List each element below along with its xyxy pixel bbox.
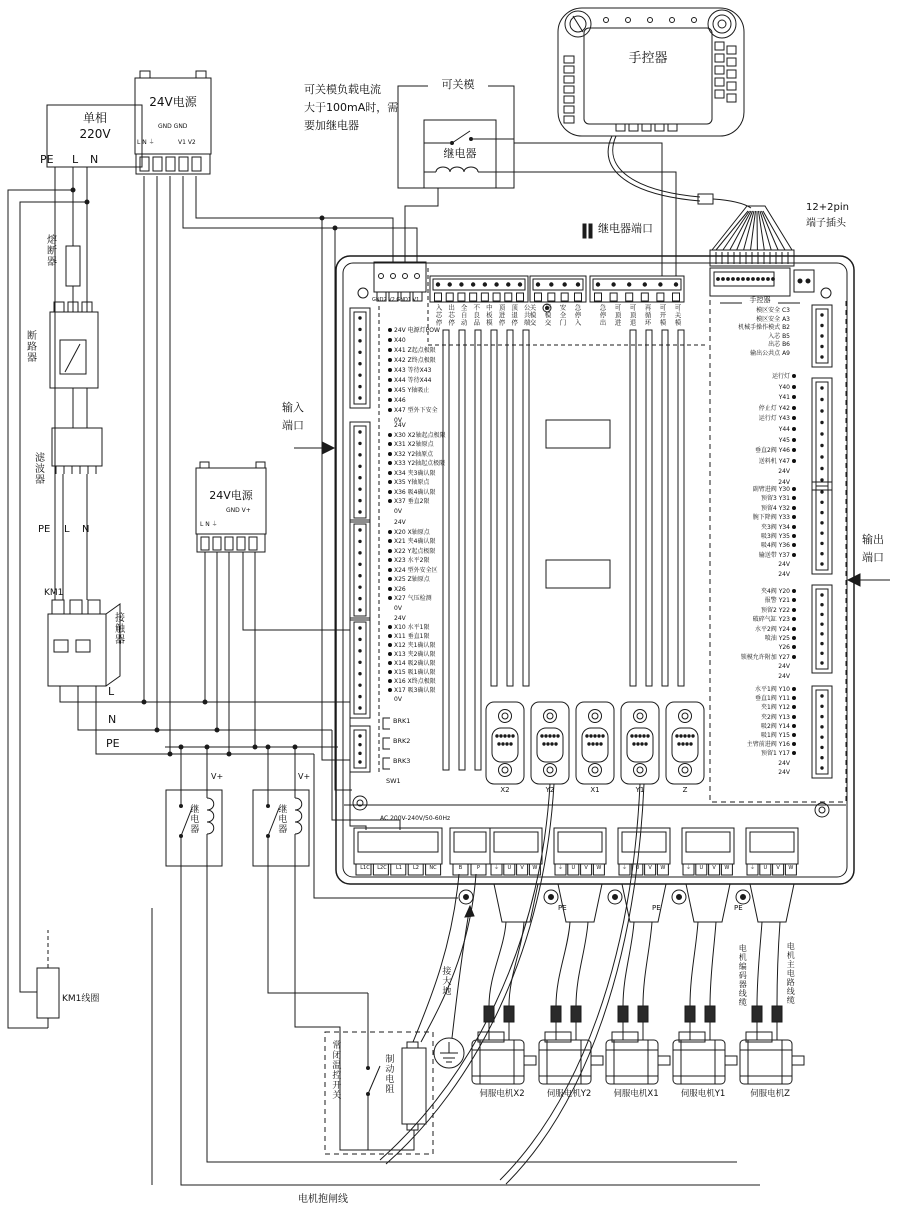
output-row: Y26 xyxy=(650,645,798,651)
motor-term: W xyxy=(724,865,730,871)
top-signal-label: 中板模 xyxy=(484,304,493,327)
output-row: 输送带 Y37 xyxy=(650,553,798,559)
psu2-terms: L N ⏚ xyxy=(200,521,218,528)
db9-label: X2 xyxy=(500,786,510,794)
power-term: NC xyxy=(429,865,437,871)
pe-label: PE xyxy=(734,904,743,912)
input-row: X31 X2轴原点 xyxy=(386,442,434,448)
top-signal-label: 顶进停 xyxy=(497,304,506,327)
input-row: X46 xyxy=(386,398,406,404)
vplus-1: V+ xyxy=(211,772,224,781)
motor-term: U xyxy=(507,865,512,871)
filter-term-n: N xyxy=(82,524,90,535)
top-signal-label: 出芯停 xyxy=(447,304,456,327)
source-term-n: N xyxy=(90,153,99,166)
bus-l: L xyxy=(108,685,115,698)
input-row: 0V xyxy=(394,417,402,424)
switch-module-label: 可关模 xyxy=(428,79,488,92)
input-row: X30 X2轴起点极限 xyxy=(386,433,446,439)
output-row: 破碎气缸 Y23 xyxy=(650,617,798,623)
input-row: X47 型外下安全 xyxy=(386,408,438,414)
output-row: 吸2阀 Y14 xyxy=(650,724,798,730)
motor-term: V xyxy=(712,865,716,871)
pendant-label: 手控器 xyxy=(628,51,668,66)
pendant-signal-row: 输出公共点 A9 xyxy=(750,350,790,357)
output-row: 夹3阀 Y34 xyxy=(650,525,798,531)
db9-label: Y1 xyxy=(635,786,645,794)
power-term: L1 xyxy=(396,865,402,871)
motor-term: U xyxy=(635,865,640,871)
input-row: X27 气压检测 xyxy=(386,596,432,602)
relay-label: 继电器 xyxy=(443,147,477,160)
motor-term: V xyxy=(584,865,588,871)
output-row: 水平2阀 Y24 xyxy=(650,627,798,633)
output-row: 24V xyxy=(778,672,790,680)
thermo-switch-label: 常闭温控开关 xyxy=(330,1040,341,1100)
input-row: 24V xyxy=(394,519,406,526)
input-row: X35 Y轴原点 xyxy=(386,480,429,486)
breaker-label: 断路器 xyxy=(24,330,36,363)
input-row: 24V xyxy=(394,422,406,429)
input-row: X43 等待X43 xyxy=(386,368,431,374)
top-signal-label: 可顶退 xyxy=(628,304,637,327)
top-signal-label: 急停入 xyxy=(573,304,582,327)
output-row: 水平1阀 Y10 xyxy=(650,687,798,693)
relay-note-1: 可关模负载电流 xyxy=(304,83,381,96)
brk-label: BRK2 xyxy=(393,737,411,745)
bus-pe: PE xyxy=(106,737,120,750)
input-row: X12 夹1确认限 xyxy=(386,643,435,649)
km1-coil-label: KM1线圈 xyxy=(62,994,100,1004)
pendant-signal-row: 模区安全 A3 xyxy=(756,315,790,323)
output-row: Y45 xyxy=(650,438,798,444)
motor-term: U xyxy=(763,865,768,871)
motor-term: ⏚ xyxy=(557,865,563,871)
input-row: X20 X轴原点 xyxy=(386,530,430,536)
input-port-line1: 输入 xyxy=(282,401,304,414)
motor-term: U xyxy=(699,865,704,871)
output-row: 运行灯 Y43 xyxy=(650,416,798,422)
top-signal-label: 可顶进 xyxy=(613,304,622,327)
power-term: L2 xyxy=(413,865,419,871)
pendant-header: 手控器 xyxy=(749,296,771,304)
earth-label: 接大地 xyxy=(440,966,451,996)
bus-n: N xyxy=(108,713,117,726)
input-row: X15 吸1确认限 xyxy=(386,670,435,676)
top-signal-label: 公共端 xyxy=(522,304,531,327)
motor-term: V xyxy=(776,865,780,871)
relay-bottom-2-label: 继电器 xyxy=(276,804,287,834)
source-line1: 单相 xyxy=(82,111,107,125)
output-row: 24V xyxy=(778,663,790,671)
input-row: X44 等待X44 xyxy=(386,378,431,384)
input-row: X41 Z起点极限 xyxy=(386,348,436,354)
pe-label: PE xyxy=(558,904,567,912)
motor-term: ⏚ xyxy=(493,865,499,871)
input-row: X42 Z终点极限 xyxy=(386,358,436,364)
top-signal-label: 入芯停 xyxy=(434,304,443,327)
top-signal-label: 急停出 xyxy=(598,304,607,327)
relay-bottom-1-label: 继电器 xyxy=(188,804,199,834)
output-row: 副臂进阀 Y30 xyxy=(650,487,798,493)
contactor-id: KM1 xyxy=(44,588,64,598)
source-term-pe: PE xyxy=(40,153,54,166)
input-row: X33 Y2轴起点极限 xyxy=(386,461,445,467)
source-line2: 220V xyxy=(79,127,111,141)
motor-term: V xyxy=(648,865,652,871)
top-signal-label: 关模交 xyxy=(528,304,537,327)
output-row: 24V xyxy=(778,570,790,578)
input-row: X26 xyxy=(386,587,406,593)
servo-motor-label: 伺服电机Y2 xyxy=(546,1089,592,1099)
plug-line2: 端子插头 xyxy=(806,218,846,229)
output-row: 吸4阀 Y36 xyxy=(650,543,798,549)
contactor-label: 接触器 xyxy=(112,612,124,645)
top-signal-label: 顶退停 xyxy=(510,304,519,327)
output-row: 24V xyxy=(778,468,790,476)
relay-port-label: 继电器端口 xyxy=(598,222,653,235)
plug-line1: 12+2pin xyxy=(806,202,849,213)
motor-term: W xyxy=(596,865,602,871)
motor-term: U xyxy=(571,865,576,871)
sw1-label: SW1 xyxy=(386,777,401,785)
pendant-signal-row: 出芯 B6 xyxy=(768,341,790,349)
input-row: X13 夹2确认限 xyxy=(386,652,435,658)
psu1-terms-right: V1 V2 xyxy=(178,139,196,146)
servo-motor-label: 伺服电机Z xyxy=(750,1089,790,1099)
motor-term: ⏚ xyxy=(685,865,691,871)
top-signal-label: 开模交 xyxy=(543,304,552,327)
output-row: 24V xyxy=(778,759,790,767)
brk-label: BRK3 xyxy=(393,757,411,765)
output-row: 24V xyxy=(778,561,790,569)
output-row: 吸3阀 Y35 xyxy=(650,534,798,540)
brake-term: B xyxy=(458,865,463,871)
pendant-signal-row: 机械手操作模式 B2 xyxy=(738,324,790,332)
psu1-gnd-row: GND GND xyxy=(158,123,188,130)
brake-resistor-label: 制动电阻 xyxy=(383,1054,394,1094)
db9-label: X1 xyxy=(590,786,600,794)
brake-term: P xyxy=(476,865,480,871)
brake-line-label: 电机抱闸线 xyxy=(298,1194,348,1205)
output-port-line2: 端口 xyxy=(862,551,884,564)
motor-term: ⏚ xyxy=(749,865,755,871)
input-row: X11 垂直1限 xyxy=(386,634,429,640)
input-row: 0V xyxy=(394,604,402,612)
input-row: X17 吸3确认限 xyxy=(386,688,435,694)
motor-term: W xyxy=(532,865,538,871)
input-row: X24 型外安全区 xyxy=(386,568,438,574)
input-row: 0V xyxy=(394,507,402,515)
output-row: 停止灯 Y42 xyxy=(650,406,798,412)
output-row: 运行灯 xyxy=(650,374,798,380)
input-row: X22 Y起点极限 xyxy=(386,549,435,555)
output-row: 垂直2阀 Y46 xyxy=(650,448,798,454)
output-row: 报警 Y21 xyxy=(650,598,798,604)
power-term: L1C xyxy=(360,865,370,871)
input-row: 24V xyxy=(394,615,406,622)
input-row: X45 Y轴吸止 xyxy=(386,388,429,394)
filter-term-pe: PE xyxy=(38,524,51,535)
fuse-label: 熔断器 xyxy=(44,234,56,267)
top-signal-label: 可开模 xyxy=(658,304,667,327)
psu2-title: 24V电源 xyxy=(209,489,253,502)
motor-term: W xyxy=(788,865,794,871)
output-row: 24V xyxy=(778,768,790,776)
output-row: 吸1阀 Y15 xyxy=(650,733,798,739)
output-row: 喷油 Y25 xyxy=(650,636,798,642)
output-row: 腕下降阀 Y33 xyxy=(650,515,798,521)
input-row: X36 吸4确认限 xyxy=(386,490,435,496)
input-row: X10 水平1限 xyxy=(386,625,429,631)
output-row: 预留2 Y22 xyxy=(650,608,798,614)
output-row: Y44 xyxy=(650,427,798,433)
input-row: X16 X终点极限 xyxy=(386,679,436,685)
psu1-title: 24V电源 xyxy=(149,95,197,109)
input-row: 24V 电源灯POW xyxy=(386,328,440,334)
pe-label: PE xyxy=(652,904,661,912)
top-signal-label: 再循环 xyxy=(643,304,652,327)
ac-rating: AC 200V-240V/50-60Hz xyxy=(380,815,451,822)
db9-label: Z xyxy=(682,786,688,794)
output-row: Y40 xyxy=(650,385,798,391)
vplus-2: V+ xyxy=(298,772,311,781)
input-row: 0V xyxy=(394,696,402,703)
pendant-signal-row: 模区安全 C3 xyxy=(756,307,790,314)
pendant-signal-row: 入芯 B5 xyxy=(768,332,790,340)
input-row: X25 Z轴原点 xyxy=(386,577,430,583)
relay-note-2: 大于100mA时，需 xyxy=(304,101,399,114)
psu2-gnd-row: GND V+ xyxy=(226,507,251,514)
psu1-terms-left: L N ⏚ xyxy=(137,139,155,146)
output-row: 预留4 Y32 xyxy=(650,506,798,512)
db9-label: Y2 xyxy=(545,786,555,794)
output-row: Y41 xyxy=(650,395,798,401)
input-row: X34 夹3确认限 xyxy=(386,471,435,477)
input-port-line2: 端口 xyxy=(282,419,304,432)
output-row: 24V xyxy=(778,479,790,486)
servo-motor-label: 伺服电机X2 xyxy=(479,1089,525,1099)
output-row: 锁模允许附加 Y27 xyxy=(650,655,798,661)
output-row: 夹4阀 Y20 xyxy=(650,589,798,595)
output-row: 预留1 Y17 xyxy=(650,751,798,757)
input-row: X32 Y2轴原点 xyxy=(386,452,433,458)
top-terminal-labels: GND2 V2 GND1 V1 xyxy=(372,297,420,303)
servo-motor-label: 伺服电机Y1 xyxy=(680,1089,726,1099)
top-signal-label: 不良品 xyxy=(472,304,481,327)
servo-motor-label: 伺服电机X1 xyxy=(613,1089,659,1099)
motor-term: V xyxy=(520,865,524,871)
brk-label: BRK1 xyxy=(393,717,411,725)
output-row: 夹1阀 Y12 xyxy=(650,705,798,711)
output-row: 垂直1阀 Y11 xyxy=(650,696,798,702)
input-row: X23 水平2限 xyxy=(386,558,429,564)
input-row: X37 垂直2限 xyxy=(386,499,429,505)
top-signal-label: 安全门 xyxy=(558,304,567,327)
motor-term: W xyxy=(660,865,666,871)
source-term-l: L xyxy=(72,153,79,166)
power-term: L2C xyxy=(377,865,387,871)
top-signal-label: 全自动 xyxy=(459,304,468,327)
output-port-line1: 输出 xyxy=(862,533,884,546)
encoder-cable-label: 电机编码器线缆 xyxy=(738,944,748,1007)
motor-term: ⏚ xyxy=(621,865,627,871)
input-row: X40 xyxy=(386,338,406,344)
input-row: X21 夹4确认限 xyxy=(386,539,435,545)
filter-label: 滤波器 xyxy=(32,452,44,485)
top-signal-label: 可关模 xyxy=(673,304,682,327)
output-row: 送料机 Y47 xyxy=(650,459,798,465)
output-row: 主臂前进阀 Y16 xyxy=(650,742,798,748)
output-row: 预留3 Y31 xyxy=(650,496,798,502)
input-row: X14 吸2确认限 xyxy=(386,661,435,667)
filter-term-l: L xyxy=(64,524,70,535)
output-row: 夹2阀 Y13 xyxy=(650,715,798,721)
relay-note-3: 要加继电器 xyxy=(304,119,359,132)
power-cable-label: 电机主电路线缆 xyxy=(786,942,796,1005)
